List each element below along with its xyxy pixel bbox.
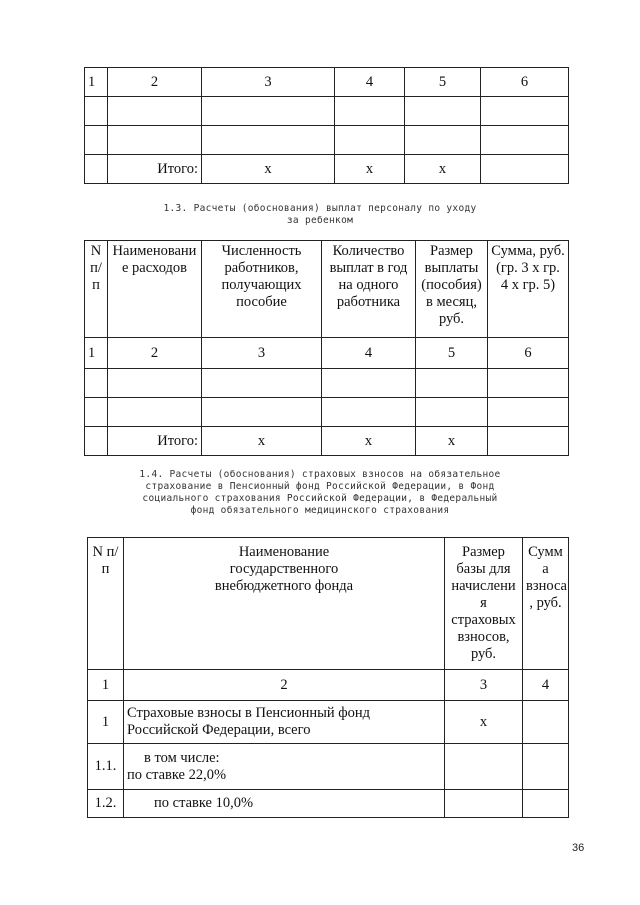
table-row	[88, 744, 569, 790]
childcare-payments-table	[84, 240, 569, 456]
total-row	[85, 427, 569, 456]
row-number: 1.2.	[88, 790, 124, 818]
column-number-cell: 5	[416, 338, 488, 369]
row-name: по ставке 10,0%	[124, 790, 445, 818]
insurance-contributions-table	[87, 537, 569, 818]
column-number-cell: 3	[202, 338, 322, 369]
table-row	[85, 97, 569, 126]
column-number-cell: 3	[202, 68, 335, 97]
column-number-cell: 2	[124, 670, 445, 701]
row-base: x	[445, 701, 523, 744]
header-cell: N п/ п	[85, 241, 108, 338]
header-cell: N п/п	[88, 538, 124, 670]
section-1-3-caption: 1.3. Расчеты (обоснования) выплат персоналу по уходу за ребенком	[163, 203, 477, 226]
header-row	[85, 241, 569, 338]
column-number-cell: 3	[445, 670, 523, 701]
section-1-4-caption: 1.4. Расчеты (обоснования) страховых взносов на обязательное страхование в Пенсионный фонд Российской Федерации, в Фонд социального страхования Российской Федерации, в Федеральный фонд обязательного медицинского страхования	[139, 469, 501, 516]
row-name: Страховые взносы в Пенсионный фонд Российской Федерации, всего	[124, 701, 445, 744]
total-mark: x	[202, 427, 322, 456]
header-cell: Сумм а взноса , руб.	[523, 538, 569, 670]
row-base	[445, 790, 523, 818]
table-row	[85, 369, 569, 398]
row-sum	[523, 744, 569, 790]
header-cell: Наименование государственного внебюджетного фонда	[124, 538, 445, 670]
header-cell: Сумма, руб. (гр. 3 x гр. 4 x гр. 5)	[488, 241, 569, 338]
continuation-table	[84, 67, 569, 184]
column-number-cell: 4	[335, 68, 405, 97]
column-number-cell: 6	[481, 68, 569, 97]
total-label: Итого:	[108, 427, 202, 456]
table-row	[85, 398, 569, 427]
header-cell: Численность работников, получающих пособие	[202, 241, 322, 338]
row-number: 1	[88, 701, 124, 744]
table-row	[88, 670, 569, 701]
total-label: Итого:	[108, 155, 202, 184]
column-number-cell: 6	[488, 338, 569, 369]
header-cell: Количество выплат в год на одного работника	[322, 241, 416, 338]
column-number-cell: 5	[405, 68, 481, 97]
column-number-cell: 1	[88, 670, 124, 701]
table-row	[88, 790, 569, 818]
total-mark: x	[335, 155, 405, 184]
row-base	[445, 744, 523, 790]
table-row	[85, 126, 569, 155]
table-row	[88, 701, 569, 744]
column-number-cell: 1	[85, 338, 108, 369]
table-row	[85, 338, 569, 369]
column-number-cell: 2	[108, 338, 202, 369]
total-mark: x	[405, 155, 481, 184]
total-mark: x	[202, 155, 335, 184]
row-number: 1.1.	[88, 744, 124, 790]
page-number: 36	[572, 842, 585, 854]
header-cell: Размер выплаты (пособия) в месяц, руб.	[416, 241, 488, 338]
total-row	[85, 155, 569, 184]
row-name: в том числе: по ставке 22,0%	[124, 744, 445, 790]
column-number-cell: 2	[108, 68, 202, 97]
column-number-cell: 1	[85, 68, 108, 97]
column-number-cell: 4	[322, 338, 416, 369]
column-number-cell: 4	[523, 670, 569, 701]
table-row	[85, 68, 569, 97]
header-cell: Размер базы для начислени я страховых взносов, руб.	[445, 538, 523, 670]
header-cell: Наименовани е расходов	[108, 241, 202, 338]
row-sum	[523, 701, 569, 744]
total-mark: x	[416, 427, 488, 456]
total-mark: x	[322, 427, 416, 456]
row-sum	[523, 790, 569, 818]
header-row	[88, 538, 569, 670]
